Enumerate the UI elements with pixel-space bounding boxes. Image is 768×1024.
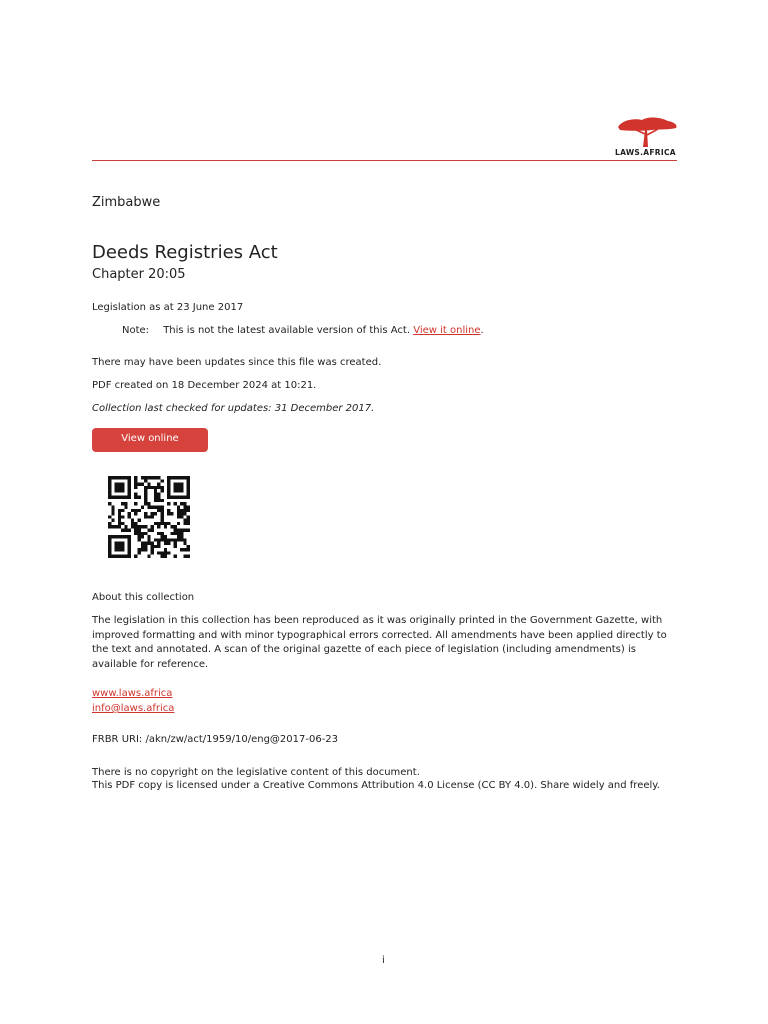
about-text: The legislation in this collection has been reproduced as it was originally printed in the Government Gazette, with improved formatting and with minor typographical errors corrected. All amendments have been applied directly to the text and annotated. A scan of the original gazette of each piece of legislation (including amendments) is available for reference. bbox=[92, 615, 667, 670]
chapter: Chapter 20:05 bbox=[92, 267, 186, 282]
view-online-link[interactable]: View it online bbox=[413, 325, 481, 336]
legislation-as-at: Legislation as at 23 June 2017 bbox=[92, 302, 244, 313]
qr-code-icon[interactable] bbox=[106, 476, 192, 558]
frbr-uri: FRBR URI: /akn/zw/act/1959/10/eng@2017-06-23 bbox=[92, 734, 339, 745]
copyright-notice: There is no copyright on the legislative content of this document. bbox=[92, 767, 420, 778]
note-label: Note: bbox=[122, 325, 150, 336]
updates-notice: There may have been updates since this file was created. bbox=[92, 357, 382, 368]
version-note bbox=[122, 325, 484, 336]
logo-text: LAWS.AFRICA bbox=[615, 148, 676, 157]
view-online-button[interactable]: View online bbox=[92, 428, 208, 452]
country: Zimbabwe bbox=[92, 195, 161, 210]
website-link[interactable]: www.laws.africa bbox=[92, 688, 173, 699]
collection-checked: Collection last checked for updates: 31 December 2017. bbox=[92, 403, 375, 414]
license-notice: This PDF copy is licensed under a Creative Commons Attribution 4.0 License (CC BY 4.0). Share widely and freely. bbox=[92, 780, 660, 791]
acacia-tree-icon bbox=[612, 114, 682, 148]
document-title: Deeds Registries Act bbox=[92, 242, 278, 263]
header-divider bbox=[92, 160, 677, 161]
page-number: i bbox=[382, 955, 385, 966]
email-link[interactable]: info@laws.africa bbox=[92, 703, 175, 714]
note-text: This is not the latest available version of this Act. bbox=[163, 325, 411, 336]
note-end: . bbox=[480, 325, 484, 336]
pdf-created: PDF created on 18 December 2024 at 10:21. bbox=[92, 380, 317, 391]
about-heading: About this collection bbox=[92, 592, 195, 603]
laws-africa-logo bbox=[612, 114, 682, 160]
